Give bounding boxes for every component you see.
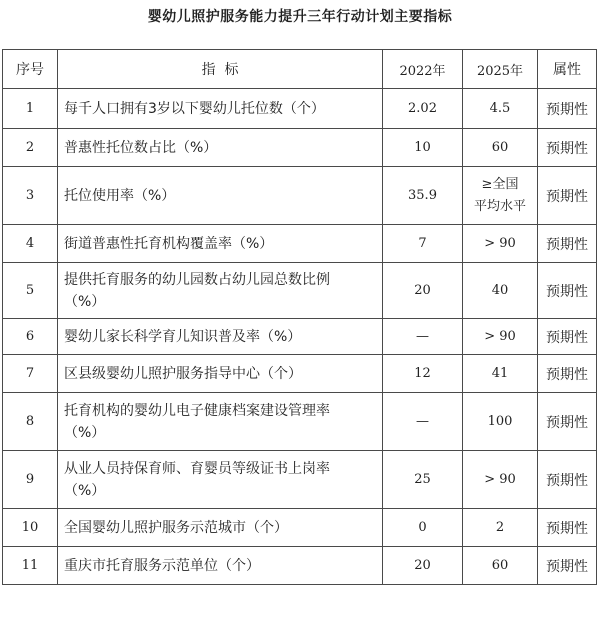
row-value-2025: 100 bbox=[463, 393, 538, 451]
document-title: 婴幼儿照护服务能力提升三年行动计划主要指标 bbox=[147, 9, 453, 25]
row-value-2025: > 90 bbox=[463, 319, 538, 355]
table-row bbox=[3, 225, 597, 263]
row-seq: 11 bbox=[3, 547, 58, 585]
row-indicator-name: 重庆市托育服务示范单位（个） bbox=[58, 547, 383, 585]
indicators-table bbox=[2, 49, 597, 585]
row-attribute: 预期性 bbox=[538, 167, 597, 225]
header-indicator: 指 标 bbox=[58, 50, 383, 89]
row-indicator-name: 街道普惠性托育机构覆盖率（%） bbox=[58, 225, 383, 263]
row-attribute: 预期性 bbox=[538, 129, 597, 167]
row-attribute: 预期性 bbox=[538, 393, 597, 451]
row-seq: 1 bbox=[3, 89, 58, 129]
row-attribute: 预期性 bbox=[538, 451, 597, 509]
row-indicator-name: 婴幼儿家长科学育儿知识普及率（%） bbox=[58, 319, 383, 355]
table-row bbox=[3, 89, 597, 129]
row-value-2022: 12 bbox=[383, 355, 463, 393]
table-row bbox=[3, 393, 597, 451]
table-row bbox=[3, 129, 597, 167]
row-attribute: 预期性 bbox=[538, 263, 597, 319]
row-attribute: 预期性 bbox=[538, 355, 597, 393]
row-indicator-name: 区县级婴幼儿照护服务指导中心（个） bbox=[58, 355, 383, 393]
table-row bbox=[3, 167, 597, 225]
table-row bbox=[3, 355, 597, 393]
row-value-2025: 41 bbox=[463, 355, 538, 393]
row-indicator-name: 每千人口拥有3岁以下婴幼儿托位数（个） bbox=[58, 89, 383, 129]
row-value-2022: 20 bbox=[383, 263, 463, 319]
row-value-2025: 4.5 bbox=[463, 89, 538, 129]
table-row bbox=[3, 263, 597, 319]
row-value-2025: 40 bbox=[463, 263, 538, 319]
row-indicator-name: 普惠性托位数占比（%） bbox=[58, 129, 383, 167]
row-value-2025: 60 bbox=[463, 129, 538, 167]
table-row bbox=[3, 547, 597, 585]
row-seq: 3 bbox=[3, 167, 58, 225]
row-value-2025: > 90 bbox=[463, 451, 538, 509]
table-row bbox=[3, 509, 597, 547]
header-2025: 2025年 bbox=[463, 50, 538, 89]
row-value-2022: — bbox=[383, 393, 463, 451]
row-attribute: 预期性 bbox=[538, 225, 597, 263]
table-row bbox=[3, 319, 597, 355]
row-value-2022: 35.9 bbox=[383, 167, 463, 225]
row-attribute: 预期性 bbox=[538, 547, 597, 585]
row-indicator-name: 全国婴幼儿照护服务示范城市（个） bbox=[58, 509, 383, 547]
row-seq: 9 bbox=[3, 451, 58, 509]
row-value-2025: 2 bbox=[463, 509, 538, 547]
row-attribute: 预期性 bbox=[538, 319, 597, 355]
row-value-2022: — bbox=[383, 319, 463, 355]
table-row bbox=[3, 451, 597, 509]
header-seq: 序号 bbox=[3, 50, 58, 89]
row-seq: 7 bbox=[3, 355, 58, 393]
row-attribute: 预期性 bbox=[538, 89, 597, 129]
row-seq: 10 bbox=[3, 509, 58, 547]
row-seq: 6 bbox=[3, 319, 58, 355]
row-seq: 4 bbox=[3, 225, 58, 263]
row-value-2025: ≥全国 平均水平 bbox=[463, 167, 538, 225]
row-value-2022: 10 bbox=[383, 129, 463, 167]
row-indicator-name: 从业人员持保育师、育婴员等级证书上岗率 （%） bbox=[58, 451, 383, 509]
row-seq: 8 bbox=[3, 393, 58, 451]
row-indicator-name: 提供托育服务的幼儿园数占幼儿园总数比例 （%） bbox=[58, 263, 383, 319]
row-indicator-name: 托位使用率（%） bbox=[58, 167, 383, 225]
row-value-2022: 0 bbox=[383, 509, 463, 547]
table-header-row bbox=[3, 50, 597, 89]
row-value-2022: 25 bbox=[383, 451, 463, 509]
row-attribute: 预期性 bbox=[538, 509, 597, 547]
row-value-2022: 2.02 bbox=[383, 89, 463, 129]
row-value-2022: 20 bbox=[383, 547, 463, 585]
row-value-2025: 60 bbox=[463, 547, 538, 585]
header-2022: 2022年 bbox=[383, 50, 463, 89]
row-value-2022: 7 bbox=[383, 225, 463, 263]
row-value-2025: > 90 bbox=[463, 225, 538, 263]
row-seq: 2 bbox=[3, 129, 58, 167]
row-seq: 5 bbox=[3, 263, 58, 319]
header-attribute: 属性 bbox=[538, 50, 597, 89]
row-indicator-name: 托育机构的婴幼儿电子健康档案建设管理率 （%） bbox=[58, 393, 383, 451]
